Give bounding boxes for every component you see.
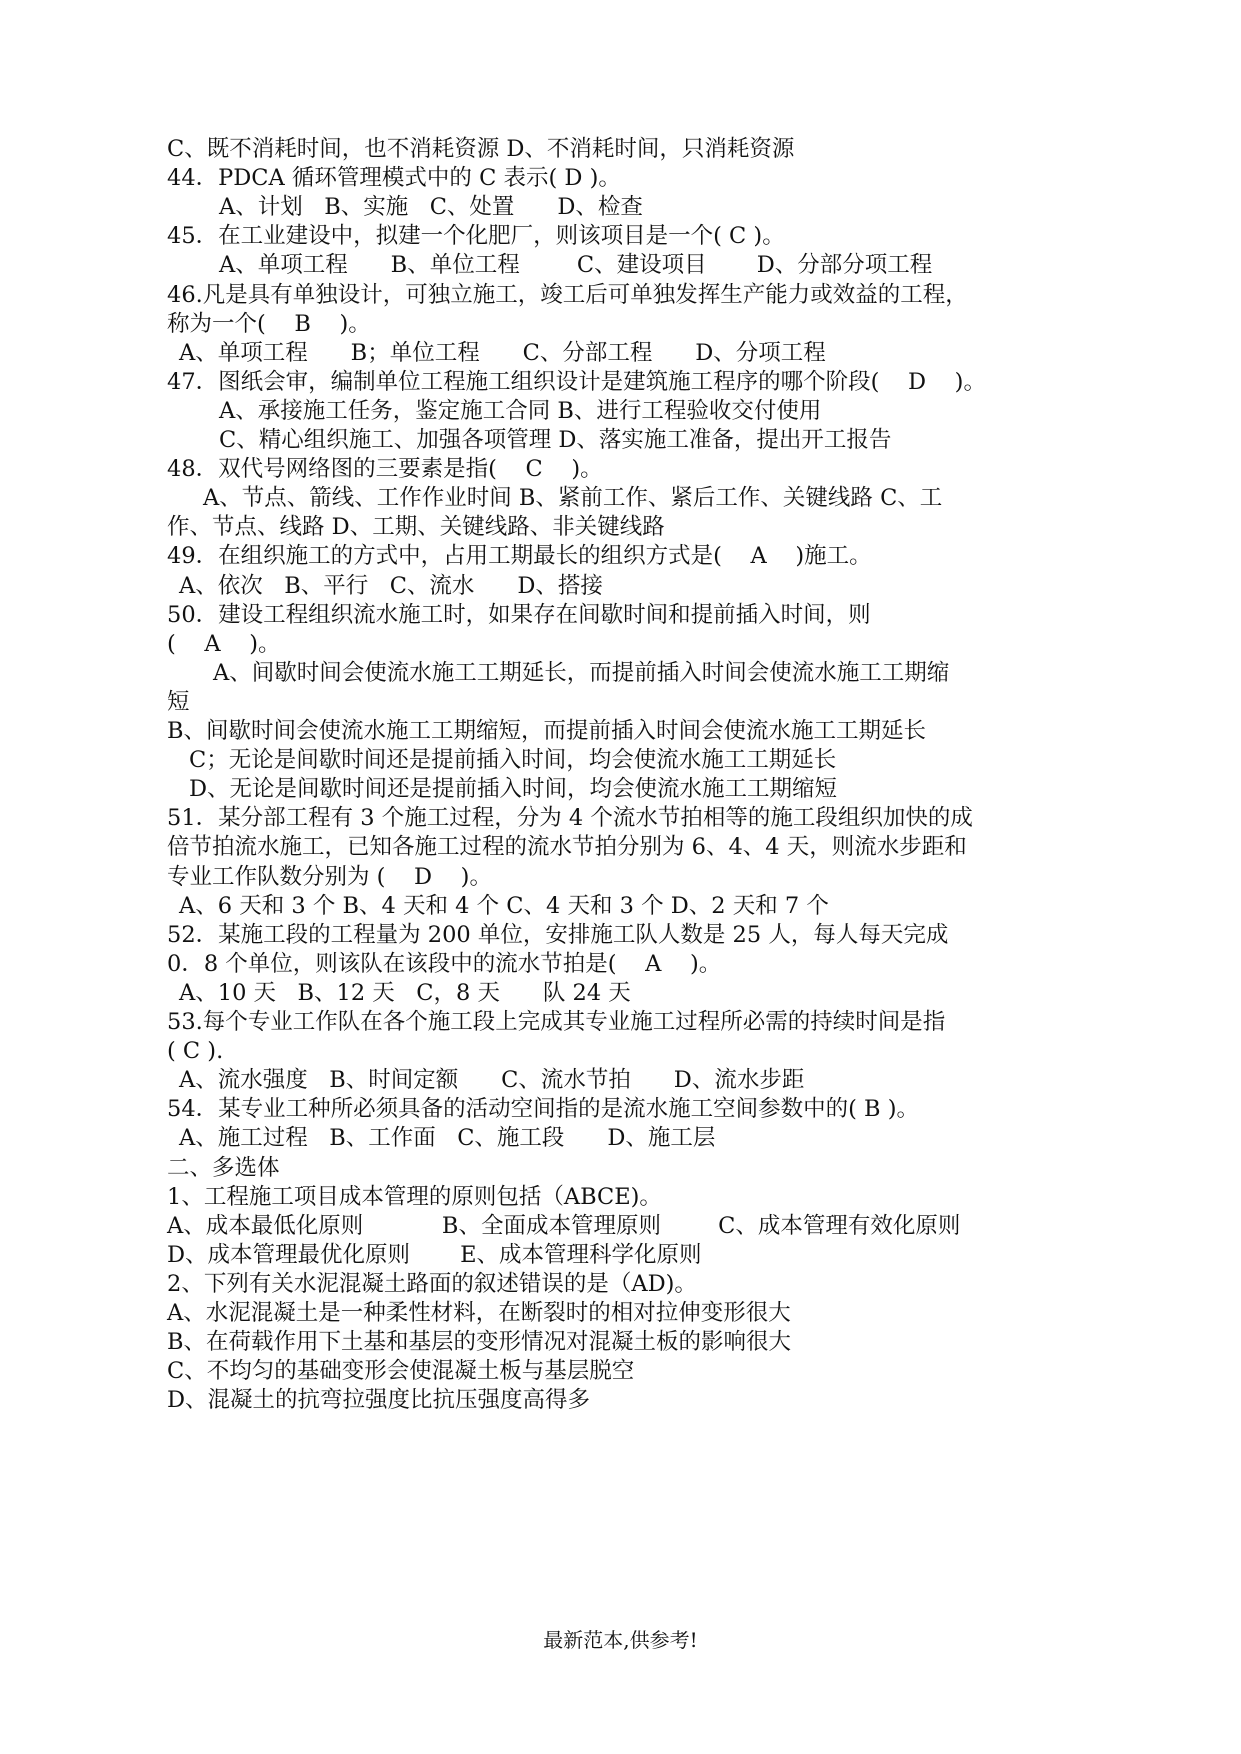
text-line: 2、下列有关水泥混凝土路面的叙述错误的是（AD)。 — [167, 1270, 697, 1297]
text-line: A、间歇时间会使流水施工工期延长，而提前插入时间会使流水施工工期缩 — [213, 659, 950, 686]
text-line: A、依次 B、平行 C、流水 D、搭接 — [179, 572, 603, 599]
page-footer: 最新范本,供参考! — [543, 1628, 698, 1652]
text-line: 专业工作队数分别为 ( D )。 — [167, 863, 492, 890]
text-line: 48．双代号网络图的三要素是指( C )。 — [167, 456, 603, 483]
text-line: 52．某施工段的工程量为 200 单位，安排施工队人数是 25 人，每人每天完成 — [167, 921, 949, 948]
text-line: 作、节点、线路 D、工期、关键线路、非关键线路 — [167, 514, 665, 541]
text-line: A、施工过程 B、工作面 C、施工段 D、施工层 — [179, 1125, 716, 1152]
text-line: B、在荷载作用下土基和基层的变形情况对混凝土板的影响很大 — [167, 1329, 792, 1356]
text-line: D、无论是间歇时间还是提前插入时间，均会使流水施工工期缩短 — [189, 776, 838, 803]
text-line: A、承接施工任务，鉴定施工合同 B、进行工程验收交付使用 — [219, 397, 822, 424]
text-line: A、6 天和 3 个 B、4 天和 4 个 C、4 天和 3 个 D、2 天和 7 个 — [179, 892, 829, 919]
text-line: B、间歇时间会使流水施工工期缩短，而提前插入时间会使流水施工工期延长 — [167, 718, 927, 744]
text-line: A、单项工程 B；单位工程 C、分部工程 D、分项工程 — [179, 339, 826, 366]
text-line: 44．PDCA 循环管理模式中的 C 表示( D )。 — [167, 165, 621, 192]
text-line: A、计划 B、实施 C、处置 D、检查 — [219, 194, 643, 221]
text-line: 倍节拍流水施工，已知各施工过程的流水节拍分别为 6、4、4 天，则流水步距和 — [167, 834, 967, 861]
text-line: 46.凡是具有单独设计，可独立施工，竣工后可单独发挥生产能力或效益的工程， — [167, 281, 968, 308]
text-line: 0．8 个单位，则该队在该段中的流水节拍是( A )。 — [167, 950, 722, 977]
text-line: A、流水强度 B、时间定额 C、流水节拍 D、流水步距 — [179, 1067, 805, 1094]
text-line: D、混凝土的抗弯拉强度比抗压强度高得多 — [167, 1387, 591, 1414]
text-line: A、水泥混凝土是一种柔性材料，在断裂时的相对拉伸变形很大 — [167, 1300, 791, 1326]
text-line: 54．某专业工种所必须具备的活动空间指的是流水施工空间参数中的( B )。 — [167, 1096, 920, 1123]
text-line: 称为一个( B )。 — [167, 310, 371, 337]
text-line: C、精心组织施工、加强各项管理 D、落实施工准备，提出开工报告 — [219, 427, 892, 453]
text-line: ( C ). — [167, 1038, 224, 1065]
text-line: A、单项工程 B、单位工程 C、建设项目 D、分部分项工程 — [219, 252, 933, 279]
text-line: 二、多选体 — [167, 1154, 280, 1181]
text-line: 47．图纸会审，编制单位工程施工组织设计是建筑施工程序的哪个阶段( D )。 — [167, 368, 986, 395]
text-line: A、节点、箭线、工作作业时间 B、紧前工作、紧后工作、关键线路 C、工 — [203, 485, 943, 512]
text-line: 49．在组织施工的方式中，占用工期最长的组织方式是( A )施工。 — [167, 543, 872, 570]
text-line: 51．某分部工程有 3 个施工过程，分为 4 个流水节拍相等的施工段组织加快的成 — [167, 805, 973, 832]
text-line: D、成本管理最优化原则 E、成本管理科学化原则 — [167, 1241, 702, 1268]
text-line: 45．在工业建设中，拟建一个化肥厂，则该项目是一个( C )。 — [167, 223, 785, 250]
text-line: 50．建设工程组织流水施工时，如果存在间歇时间和提前插入时间，则 — [167, 601, 871, 628]
text-line: ( A )。 — [167, 630, 281, 657]
text-line: A、成本最低化原则 B、全面成本管理原则 C、成本管理有效化原则 — [167, 1212, 961, 1239]
text-line: 短 — [167, 688, 190, 715]
text-line: C；无论是间歇时间还是提前插入时间，均会使流水施工工期延长 — [189, 747, 837, 774]
text-line: 1、工程施工项目成本管理的原则包括（ABCE)。 — [167, 1183, 662, 1210]
text-line: C、不均匀的基础变形会使混凝土板与基层脱空 — [167, 1358, 635, 1385]
text-line: 53.每个专业工作队在各个施工段上完成其专业施工过程所必需的持续时间是指 — [167, 1009, 946, 1035]
text-line: A、10 天 B、12 天 C，8 天 队 24 天 — [179, 979, 631, 1006]
text-line: C、既不消耗时间，也不消耗资源 D、不消耗时间，只消耗资源 — [167, 136, 795, 162]
